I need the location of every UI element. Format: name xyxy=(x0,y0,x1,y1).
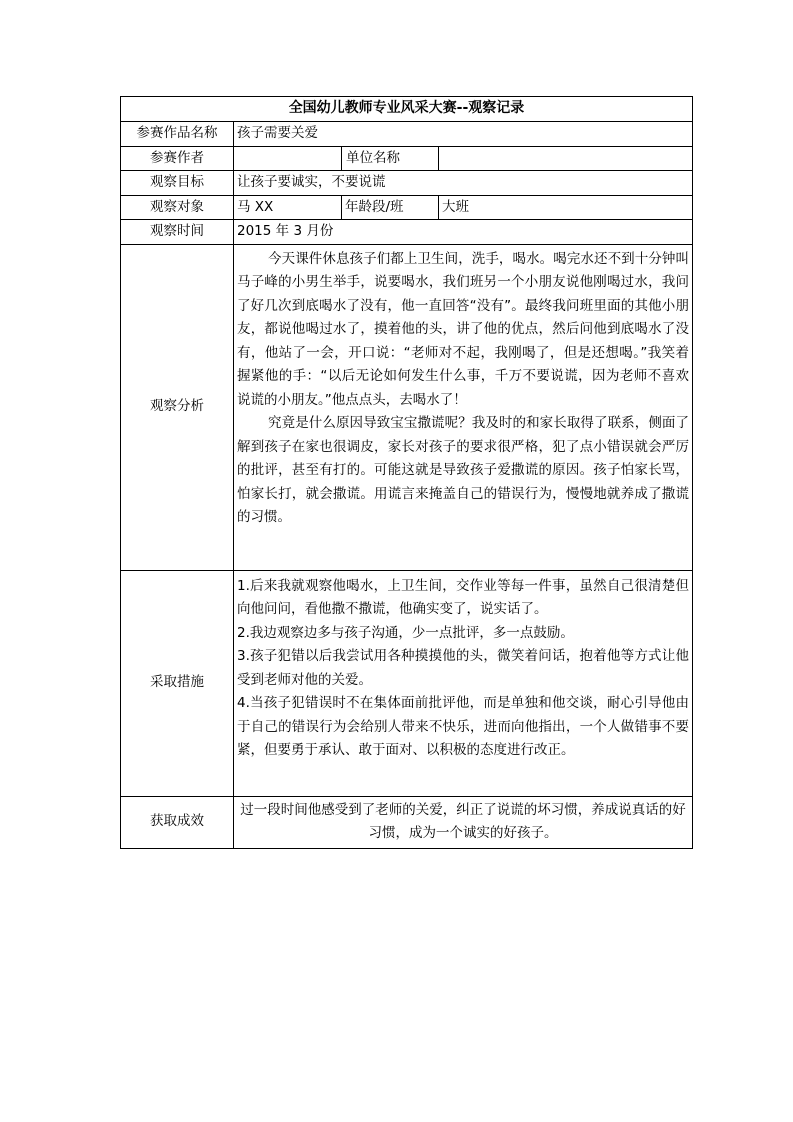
measure-item: 4.当孩子犯错误时不在集体面前批评他，而是单独和他交谈，耐心引导他由于自己的错误行为会给别人带来不快乐，进而向他指出，一个人做错事不要紧，但要勇于承认、敢于面对、以积极的态度进行改正。 xyxy=(237,695,689,758)
measures-content xyxy=(234,570,693,796)
results-value: 过一段时间他感受到了老师的关爱，纠正了说谎的坏习惯，养成说真话的好习惯，成为一个诚实的好孩子。 xyxy=(240,801,686,841)
time-label: 观察时间 xyxy=(121,220,234,245)
age-group-value: 大班 xyxy=(439,195,693,220)
analysis-paragraph: 究竟是什么原因导致宝宝撒谎呢？我及时的和家长取得了联系，侧面了解到孩子在家也很调皮，家长对孩子的要求很严格，犯了点小错误就会严厉的批评，甚至有打的。可能这就是导致孩子爱撒谎的原因。孩子怕家长骂，怕家长打，就会撒谎。用谎言来掩盖自己的错误行为，慢慢地就养成了撒谎的习惯。 xyxy=(237,415,689,525)
work-name-label: 参赛作品名称 xyxy=(121,122,234,147)
time-value: 2015 年 3 月份 xyxy=(234,220,693,245)
observation-record-table xyxy=(120,96,693,849)
results-content xyxy=(234,796,693,848)
goal-value: 让孩子要诚实，不要说谎 xyxy=(234,171,693,196)
analysis-paragraph: 今天课件休息孩子们都上卫生间，洗手，喝水。喝完水还不到十分钟叫马子峰的小男生举手，说要喝水，我们班另一个小朋友说他刚喝过水，我问了好几次到底喝水了没有，他一直回答“没有”。最终我问班里面的其他小朋友，都说他喝过水了，摸着他的头，讲了他的优点，然后问他到底喝水了没有，他站了一会，开口说：“老师对不起，我刚喝了，但是还想喝。”我笑着握紧他的手：“以后无论如何发生什么事，千万不要说谎，因为老师不喜欢说谎的小朋友。”他点点头，去喝水了！ xyxy=(237,250,689,408)
goal-label: 观察目标 xyxy=(121,171,234,196)
measure-item: 1.后来我就观察他喝水，上卫生间，交作业等每一件事，虽然自己很清楚但向他问问，看他撒不撒谎，他确实变了，说实话了。 xyxy=(237,577,689,617)
author-value xyxy=(234,146,342,171)
author-label: 参赛作者 xyxy=(121,146,234,171)
document-title: 全国幼儿教师专业风采大赛--观察记录 xyxy=(121,97,693,122)
unit-name-label: 单位名称 xyxy=(342,146,439,171)
measure-item: 2.我边观察边多与孩子沟通，少一点批评，多一点鼓励。 xyxy=(237,624,574,641)
work-name-value: 孩子需要关爱 xyxy=(234,122,693,147)
analysis-label: 观察分析 xyxy=(121,244,234,570)
subject-value: 马 XX xyxy=(234,195,342,220)
age-group-label: 年龄段/班 xyxy=(342,195,439,220)
results-label: 获取成效 xyxy=(121,796,234,848)
measure-item: 3.孩子犯错以后我尝试用各种摸摸他的头，微笑着问话，抱着他等方式让他受到老师对他的关爱。 xyxy=(237,648,689,688)
subject-label: 观察对象 xyxy=(121,195,234,220)
unit-name-value xyxy=(439,146,693,171)
measures-label: 采取措施 xyxy=(121,570,234,796)
analysis-content xyxy=(234,244,693,570)
